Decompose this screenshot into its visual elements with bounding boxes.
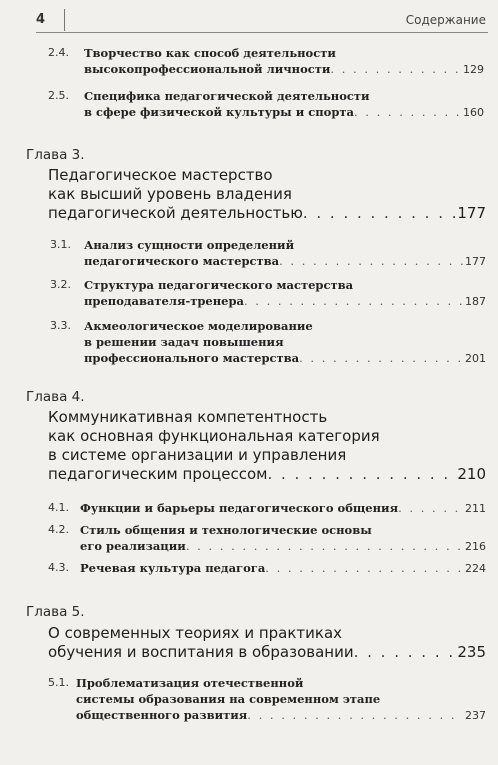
- section-title-line: в сфере физической культуры и спорта: [84, 105, 354, 119]
- header-divider: [64, 9, 65, 31]
- page-ref: 129: [463, 63, 484, 76]
- chapter-title-line: О современных теориях и практиках: [48, 624, 343, 642]
- page-ref: 201: [465, 352, 486, 365]
- section-number: 3.3.: [50, 319, 71, 332]
- chapter-title-line: Коммуникативная компетентность: [48, 408, 328, 426]
- dot-leader: [279, 253, 463, 269]
- section-title-line: Структура педагогического мастерства: [84, 278, 354, 292]
- page-ref: 187: [465, 295, 486, 308]
- section-title-line: преподавателя-тренера: [84, 294, 244, 308]
- chapter-title-line: Педагогическое мастерство: [48, 166, 273, 184]
- chapter-title-line: как основная функциональная категория: [48, 427, 380, 445]
- section-number: 2.4.: [48, 46, 69, 59]
- section-title-line: в решении задач повышения: [84, 335, 284, 349]
- dot-leader: [186, 538, 463, 554]
- section-title-line: профессионального мастерства: [84, 351, 300, 365]
- section-title-line: Творчество как способ деятельности: [84, 46, 336, 60]
- dot-leader: [265, 560, 463, 576]
- dot-leader: [354, 643, 456, 662]
- page-ref: 235: [457, 643, 486, 661]
- dot-leader: [247, 707, 463, 723]
- chapter-title-line: педагогическим процессом: [48, 465, 268, 483]
- chapter-title[interactable]: [48, 624, 486, 662]
- dot-leader: [354, 104, 461, 120]
- dot-leader: [330, 61, 461, 77]
- chapter-label: Глава 5.: [26, 604, 85, 620]
- dot-leader: [267, 465, 455, 484]
- section-number: 4.3.: [48, 561, 69, 574]
- section-title-line: Речевая культура педагога: [80, 561, 266, 575]
- section-title-line: Стиль общения и технологические основы: [80, 523, 372, 537]
- page-number: 4: [36, 12, 46, 27]
- dot-leader: [398, 500, 463, 516]
- section-title-line: Проблематизация отечественной: [76, 676, 304, 690]
- dot-leader: [244, 293, 463, 309]
- chapter-label: Глава 3.: [26, 147, 85, 163]
- section-title-line: Функции и барьеры педагогического общения: [80, 501, 399, 515]
- dot-leader: [303, 204, 456, 223]
- chapter-title-line: обучения и воспитания в образовании: [48, 643, 354, 661]
- section-number: 2.5.: [48, 89, 69, 102]
- page-ref: 224: [465, 562, 486, 575]
- section-title-line: высокопрофессиональной личности: [84, 62, 331, 76]
- section-title-line: Акмеологическое моделирование: [84, 319, 313, 333]
- page-ref: 210: [457, 465, 486, 483]
- page-ref: 211: [465, 502, 486, 515]
- section-title-line: его реализации: [80, 539, 186, 553]
- chapter-title-line: в системе организации и управления: [48, 446, 347, 464]
- section-title-line: системы образования на современном этапе: [76, 692, 381, 706]
- page-ref: 177: [465, 255, 486, 268]
- section-title-line: общественного развития: [76, 708, 248, 722]
- page-ref: 216: [465, 540, 486, 553]
- section-title-line: Анализ сущности определений: [84, 238, 295, 252]
- section-title-line: педагогического мастерства: [84, 254, 280, 268]
- page-ref: 237: [465, 709, 486, 722]
- section-number: 3.1.: [50, 238, 71, 251]
- chapter-title[interactable]: [48, 166, 486, 223]
- section-number: 4.1.: [48, 501, 69, 514]
- running-title: Содержание: [405, 13, 486, 27]
- section-number: 5.1.: [48, 676, 69, 689]
- chapter-label: Глава 4.: [26, 389, 85, 405]
- page-ref: 160: [463, 106, 484, 119]
- page-header: [0, 0, 498, 34]
- section-number: 4.2.: [48, 523, 69, 536]
- page-ref: 177: [457, 204, 486, 222]
- section-number: 3.2.: [50, 278, 71, 291]
- chapter-title-line: как высший уровень владения: [48, 185, 292, 203]
- dot-leader: [299, 350, 463, 366]
- chapter-title-line: педагогической деятельностью: [48, 204, 303, 222]
- header-rule: [36, 32, 488, 33]
- chapter-title[interactable]: [48, 408, 486, 484]
- section-title-line: Специфика педагогической деятельности: [84, 89, 370, 103]
